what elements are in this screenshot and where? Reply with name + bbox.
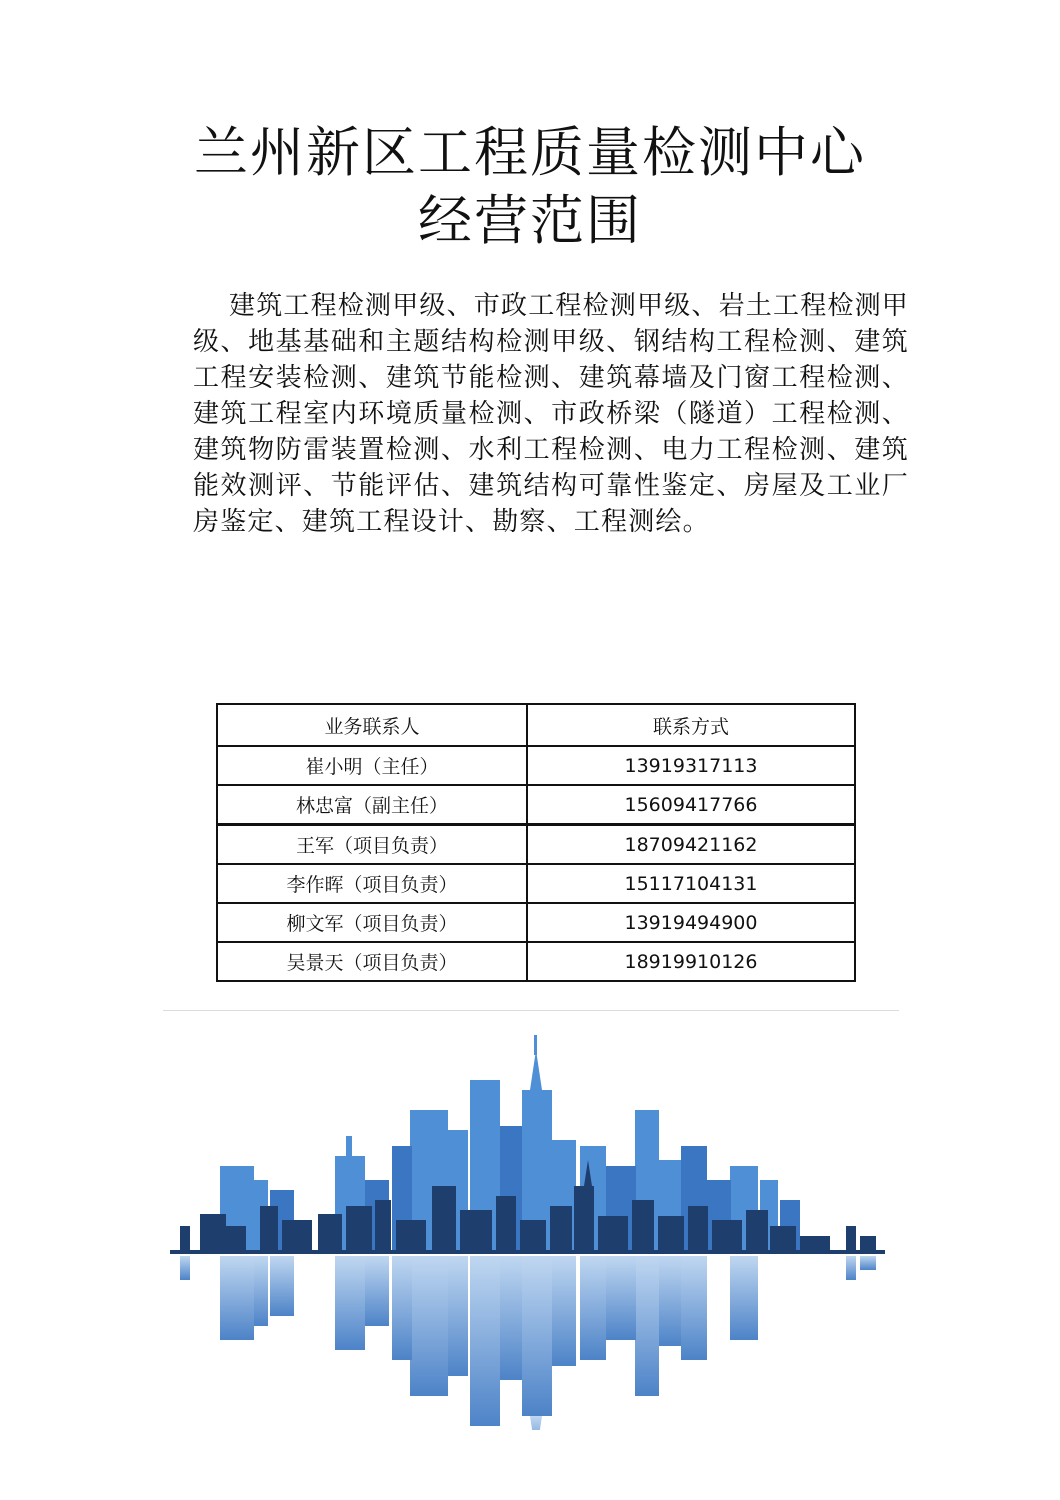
table-row xyxy=(217,942,855,981)
contact-name: 柳文军（项目负责） xyxy=(217,903,527,942)
section-divider xyxy=(163,1010,899,1011)
table-row xyxy=(217,785,855,825)
header-contact-method: 联系方式 xyxy=(527,704,855,746)
page-title: 兰州新区工程质量检测中心 xyxy=(194,121,866,184)
table-header-row xyxy=(217,704,855,746)
contact-phone: 15609417766 xyxy=(527,785,855,825)
contact-name: 崔小明（主任） xyxy=(217,746,527,785)
city-skyline-icon xyxy=(170,1030,890,1430)
contact-phone: 15117104131 xyxy=(527,864,855,903)
contact-name: 林忠富（副主任） xyxy=(217,785,527,825)
contact-phone: 18709421162 xyxy=(527,825,855,865)
contacts-table xyxy=(216,703,856,982)
contact-name: 吴景天（项目负责） xyxy=(217,942,527,981)
contact-name: 李作晖（项目负责） xyxy=(217,864,527,903)
contact-name: 王军（项目负责） xyxy=(217,825,527,865)
header-contact-person: 业务联系人 xyxy=(217,704,527,746)
table-row xyxy=(217,746,855,785)
contact-phone: 13919494900 xyxy=(527,903,855,942)
business-scope-paragraph: 建筑工程检测甲级、市政工程检测甲级、岩土工程检测甲级、地基基础和主题结构检测甲级、钢结构工程检测、建筑工程安装检测、建筑节能检测、建筑幕墙及门窗工程检测、建筑工程室内环境质量检测、市政桥梁（隧道）工程检测、建筑物防雷装置检测、水利工程检测、电力工程检测、建筑能效测评、节能评估、建筑结构可靠性鉴定、房屋及工业厂房鉴定、建筑工程设计、勘察、工程测绘。 xyxy=(193,291,910,537)
contact-phone: 13919317113 xyxy=(527,746,855,785)
page-subtitle: 经营范围 xyxy=(418,189,642,252)
table-row xyxy=(217,864,855,903)
table-row xyxy=(217,903,855,942)
table-row xyxy=(217,825,855,865)
contact-phone: 18919910126 xyxy=(527,942,855,981)
